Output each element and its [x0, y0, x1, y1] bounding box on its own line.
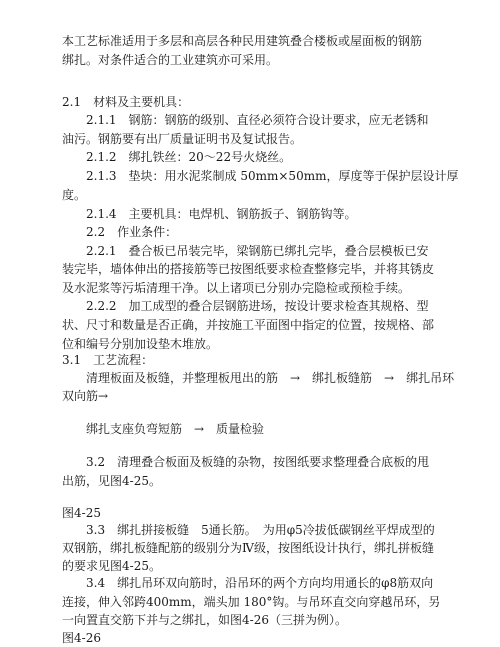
section-2-2-heading: 2.2 作业条件：: [86, 225, 178, 239]
section-2-1-heading: 2.1 材料及主要机具：: [62, 95, 190, 109]
section-2-1-1-line-2: 油污。钢筋要有出厂质量证明书及复试报告。: [62, 132, 303, 146]
section-2-1-1-line-1: 2.1.1 钢筋：钢筋的级别、直径必须符合设计要求，应无老锈和: [86, 113, 429, 127]
section-3-4-line-3: 一向置直交筋下并与之绑扎，如图4-26（三拼为例）。: [62, 613, 347, 627]
section-2-2-1-line-2: 装完毕，墙体伸出的搭接筋等已按图纸要求检查整修完毕，并将其锈皮: [62, 262, 435, 276]
section-2-1-2: 2.1.2 绑扎铁丝：20～22号火烧丝。: [86, 150, 292, 164]
section-2-1-3-line-1: 2.1.3 垫块：用水泥浆制成 50mm×50mm，厚度等于保护层设计厚: [86, 169, 459, 183]
section-3-4-line-2: 连接，伸入邻跨400mm，端头加 180°钩。与吊环直交向穿越吊环，另: [62, 595, 441, 609]
section-3-4-line-1: 3.4 绑扎吊环双向筋时，沿吊环的两个方向均用通长的φ8筋双向: [86, 576, 434, 590]
section-3-2-line-2: 出筋，见图4-25。: [62, 474, 161, 488]
intro-line-2: 绑扎。对条件适合的工业建筑亦可采用。: [62, 53, 279, 67]
section-2-1-4: 2.1.4 主要机具：电焊机、钢筋扳子、钢筋钩等。: [86, 207, 357, 221]
figure-4-26-label: 图4-26: [62, 631, 101, 645]
section-2-2-2-line-2: 状、尺寸和数量是否正确，并按施工平面图中指定的位置，按规格、部: [62, 318, 435, 332]
section-2-2-1-line-1: 2.2.1 叠合板已吊装完毕，梁钢筋已绑扎完毕，叠合层模板已安: [86, 244, 429, 258]
section-3-3-line-1: 3.3 绑扎拼接板缝 5通长筋。 为用φ5冷拔低碳钢丝平焊成型的: [86, 523, 435, 537]
section-3-3-line-3: 的要求见图4-25。: [62, 559, 161, 573]
section-2-1-3-line-2: 度。: [62, 188, 87, 202]
process-flow-line-3: 绑扎支座负弯短筋 → 质量检验: [86, 422, 265, 436]
figure-4-25-label: 图4-25: [62, 506, 101, 520]
intro-line-1: 本工艺标准适用于多层和高层各种民用建筑叠合楼板或屋面板的钢筋: [62, 34, 423, 48]
section-3-3-line-2: 双钢筋，绑扎板缝配筋的级别分为Ⅳ级，按图纸设计执行，绑扎拼板缝: [62, 541, 434, 555]
section-2-2-1-line-3: 及水泥浆等污垢清理干净。以上诸项已分别办完隐检或预检手续。: [62, 281, 411, 295]
process-flow-line-2: 双向筋→: [62, 389, 109, 403]
process-flow-line-1: 清理板面及板缝，并整理板甩出的筋 → 绑扎板缝筋 → 绑扎吊环: [86, 371, 455, 385]
section-3-1-heading: 3.1 工艺流程：: [62, 353, 154, 367]
section-3-2-line-1: 3.2 清理叠合板面及板缝的杂物，按图纸要求整理叠合底板的甩: [86, 455, 430, 469]
section-2-2-2-line-3: 位和编号分别加设垫木堆放。: [62, 337, 219, 351]
section-2-2-2-line-1: 2.2.2 加工成型的叠合层钢筋进场，按设计要求检查其规格、型: [86, 299, 429, 313]
